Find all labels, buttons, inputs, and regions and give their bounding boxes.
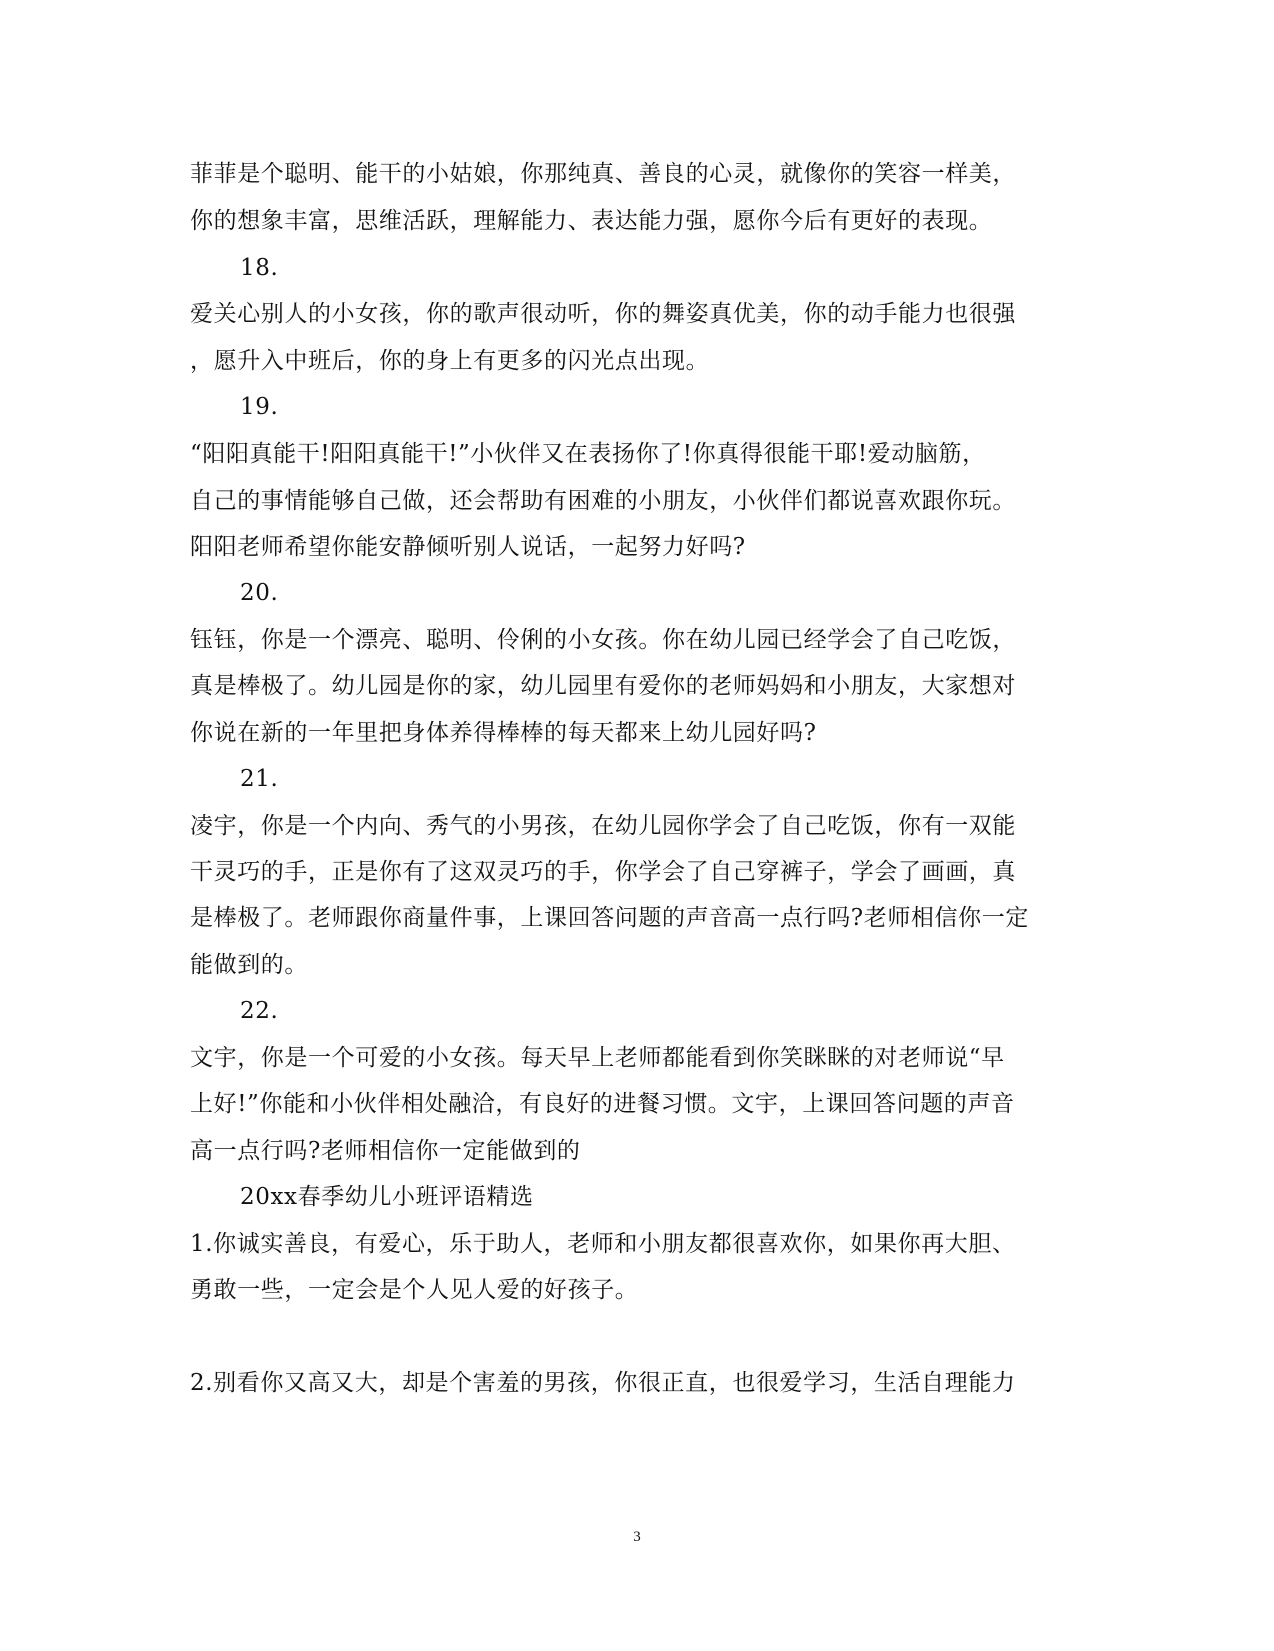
paragraph-line: 真是棒极了。幼儿园是你的家，幼儿园里有爱你的老师妈妈和小朋友，大家想对 (190, 673, 1016, 699)
item-number: 19. (240, 394, 279, 420)
paragraph-line: 你的想象丰富，思维活跃，理解能力、表达能力强，愿你今后有更好的表现。 (190, 208, 993, 234)
paragraph-line: 上好!”你能和小伙伴相处融洽，有良好的进餐习惯。文宇，上课回答问题的声音 (190, 1091, 1015, 1117)
item-number: 22. (240, 998, 279, 1024)
paragraph-line: ，愿升入中班后，你的身上有更多的闪光点出现。 (190, 348, 710, 374)
paragraph-line: 你说在新的一年里把身体养得棒棒的每天都来上幼儿园好吗? (190, 720, 817, 746)
paragraph-line: 干灵巧的手，正是你有了这双灵巧的手，你学会了自己穿裤子，学会了画画，真 (190, 859, 1016, 885)
paragraph-line: 2.别看你又高又大，却是个害羞的男孩，你很正直，也很爱学习，生活自理能力 (190, 1370, 1016, 1396)
paragraph-line: 高一点行吗?老师相信你一定能做到的 (190, 1138, 581, 1164)
item-number: 18. (240, 255, 279, 281)
paragraph-line: 勇敢一些，一定会是个人见人爱的好孩子。 (190, 1277, 639, 1303)
page-number: 3 (633, 1529, 641, 1545)
item-number: 20. (240, 580, 279, 606)
item-number: 21. (240, 766, 279, 792)
section-heading: 20xx春季幼儿小班评语精选 (240, 1184, 534, 1210)
paragraph-line: 钰钰，你是一个漂亮、聪明、伶俐的小女孩。你在幼儿园已经学会了自己吃饭， (190, 627, 1016, 653)
paragraph-line: 阳阳老师希望你能安静倾听别人说话，一起努力好吗? (190, 534, 746, 560)
paragraph-line: “阳阳真能干!阳阳真能干!”小伙伴又在表扬你了!你真得很能干耶!爱动脑筋， (190, 441, 986, 467)
paragraph-line: 爱关心别人的小女孩，你的歌声很动听，你的舞姿真优美，你的动手能力也很强 (190, 301, 1016, 327)
paragraph-line: 1.你诚实善良，有爱心，乐于助人，老师和小朋友都很喜欢你，如果你再大胆、 (190, 1231, 1016, 1257)
paragraph-line: 文宇，你是一个可爱的小女孩。每天早上老师都能看到你笑眯眯的对老师说“早 (190, 1045, 1005, 1071)
paragraph-line: 菲菲是个聪明、能干的小姑娘，你那纯真、善良的心灵，就像你的笑容一样美， (190, 161, 1016, 187)
paragraph-line: 是棒极了。老师跟你商量件事，上课回答问题的声音高一点行吗?老师相信你一定 (190, 905, 1029, 931)
paragraph-line: 自己的事情能够自己做，还会帮助有困难的小朋友，小伙伴们都说喜欢跟你玩。 (190, 488, 1016, 514)
paragraph-line: 凌宇，你是一个内向、秀气的小男孩，在幼儿园你学会了自己吃饭，你有一双能 (190, 813, 1016, 839)
paragraph-line: 能做到的。 (190, 952, 308, 978)
